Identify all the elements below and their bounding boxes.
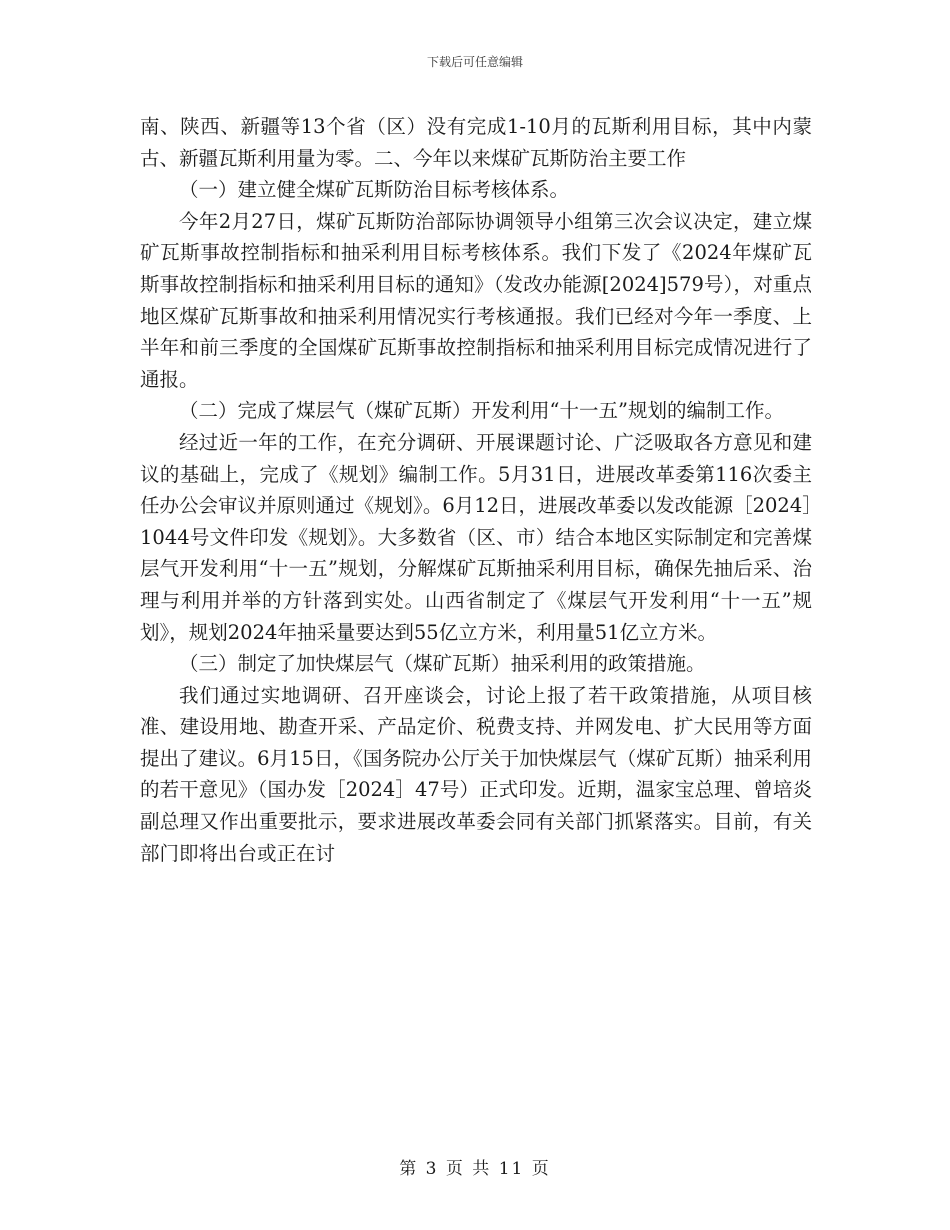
section-heading-2: （二）完成了煤层气（煤矿瓦斯）开发利用“十一五”规划的编制工作。 xyxy=(179,399,784,423)
page-number: 第 3 页 共 11 页 xyxy=(399,1159,551,1179)
document-body xyxy=(140,111,812,869)
section-heading-1: （一）建立健全煤矿瓦斯防治目标考核体系。 xyxy=(179,178,570,202)
page-header: 下载后可任意编辑 xyxy=(426,55,523,69)
paragraph-1: 南、陕西、新疆等13个省（区）没有完成1-10月的瓦斯利用目标，其中内蒙古、新疆瓦斯利用量为零。二、今年以来煤矿瓦斯防治主要工作 xyxy=(140,115,812,170)
paragraph-2: 今年2月27日，煤矿瓦斯防治部际协调领导小组第三次会议决定，建立煤矿瓦斯事故控制指标和抽采利用目标考核体系。我们下发了《2024年煤矿瓦斯事故控制指标和抽采利用目标的通知》（发改办能源[2024]579号），对重点地区煤矿瓦斯事故和抽采利用情况实行考核通报。我们已经对今年一季度、上半年和前三季度的全国煤矿瓦斯事故控制指标和抽采利用目标完成情况进行了通报。 xyxy=(140,209,812,391)
paragraph-3: 经过近一年的工作，在充分调研、开展课题讨论、广泛吸取各方意见和建议的基础上，完成了《规划》编制工作。5月31日，进展改革委第116次委主任办公会审议并原则通过《规划》。6月12日，进展改革委以发改能源［2024］1044号文件印发《规划》。大多数省（区、市）结合本地区实际制定和完善煤层气开发利用“十一五”规划，分解煤矿瓦斯抽采利用目标，确保先抽后采、治理与利用并举的方针落到实处。山西省制定了《煤层气开发利用“十一五”规划》，规划2024年抽采量要达到55亿立方米，利用量51亿立方米。 xyxy=(140,430,812,644)
paragraph-4: 我们通过实地调研、召开座谈会，讨论上报了若干政策措施，从项目核准、建设用地、勘查开采、产品定价、税费支持、并网发电、扩大民用等方面提出了建议。6月15日，《国务院办公厅关于加快煤层气（煤矿瓦斯）抽采利用的若干意见》（国办发［2024］47号）正式印发。近期，温家宝总理、曾培炎副总理又作出重要批示，要求进展改革委会同有关部门抓紧落实。目前，有关部门即将出台或正在讨 xyxy=(140,683,812,865)
section-heading-3: （三）制定了加快煤层气（煤矿瓦斯）抽采利用的政策措施。 xyxy=(179,652,706,676)
